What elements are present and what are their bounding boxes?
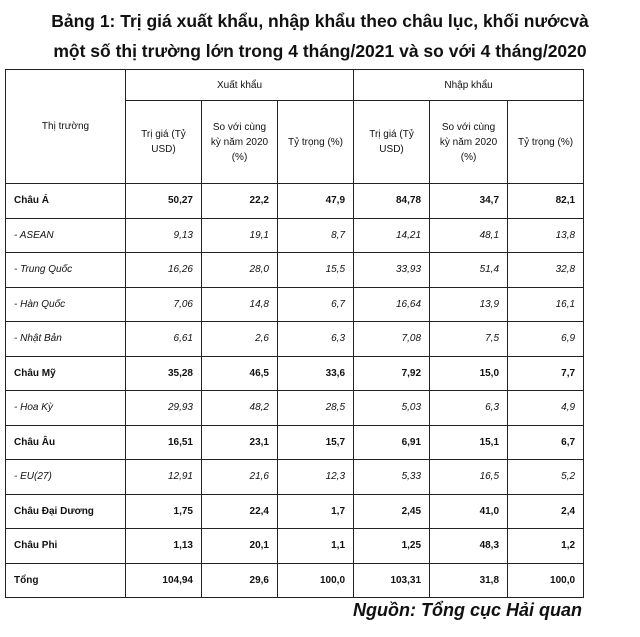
table-cell: 7,06	[126, 287, 202, 322]
market-name: - ASEAN	[6, 218, 126, 253]
table-row	[6, 529, 584, 564]
table-cell: 46,5	[202, 356, 278, 391]
table-cell: 6,7	[278, 287, 354, 322]
market-name: - Nhật Bản	[6, 322, 126, 357]
col-header-import-share: Tỷ trọng (%)	[508, 101, 584, 184]
table-cell: 103,31	[354, 563, 430, 598]
table-cell: 2,45	[354, 494, 430, 529]
table-cell: 22,4	[202, 494, 278, 529]
table-row	[6, 425, 584, 460]
table-cell: 1,2	[508, 529, 584, 564]
table-cell: 29,6	[202, 563, 278, 598]
market-name: Châu Đại Dương	[6, 494, 126, 529]
table-cell: 6,91	[354, 425, 430, 460]
col-header-import-value: Trị giá (Tỷ USD)	[354, 101, 430, 184]
market-name: Châu Mỹ	[6, 356, 126, 391]
table-cell: 14,21	[354, 218, 430, 253]
table-cell: 6,7	[508, 425, 584, 460]
table-cell: 34,7	[430, 184, 508, 219]
table-cell: 15,0	[430, 356, 508, 391]
table-row	[6, 494, 584, 529]
table-cell: 7,7	[508, 356, 584, 391]
table-cell: 48,3	[430, 529, 508, 564]
table-cell: 82,1	[508, 184, 584, 219]
table-cell: 12,91	[126, 460, 202, 495]
table-cell: 6,3	[278, 322, 354, 357]
table-cell: 8,7	[278, 218, 354, 253]
table-cell: 6,3	[430, 391, 508, 426]
title-line-1: Bảng 1: Trị giá xuất khẩu, nhập khẩu theo châu lục, khối nướcvà	[51, 11, 589, 31]
table-cell: 14,8	[202, 287, 278, 322]
table-cell: 84,78	[354, 184, 430, 219]
table-row	[6, 287, 584, 322]
table-cell: 31,8	[430, 563, 508, 598]
table-cell: 13,9	[430, 287, 508, 322]
table-cell: 22,2	[202, 184, 278, 219]
market-name: Châu Âu	[6, 425, 126, 460]
market-name: Châu Á	[6, 184, 126, 219]
table-row	[6, 460, 584, 495]
col-header-export-change: So với cùng kỳ năm 2020 (%)	[202, 101, 278, 184]
table-cell: 6,61	[126, 322, 202, 357]
table-cell: 29,93	[126, 391, 202, 426]
table-title	[0, 6, 640, 66]
table-cell: 16,26	[126, 253, 202, 288]
table-row	[6, 184, 584, 219]
market-name: - EU(27)	[6, 460, 126, 495]
table-cell: 15,7	[278, 425, 354, 460]
table-row	[6, 356, 584, 391]
table-cell: 32,8	[508, 253, 584, 288]
col-header-export-value: Trị giá (Tỷ USD)	[126, 101, 202, 184]
table-cell: 16,5	[430, 460, 508, 495]
table-cell: 19,1	[202, 218, 278, 253]
table-cell: 23,1	[202, 425, 278, 460]
table-cell: 7,5	[430, 322, 508, 357]
table-cell: 28,0	[202, 253, 278, 288]
table-cell: 1,13	[126, 529, 202, 564]
table-cell: 5,03	[354, 391, 430, 426]
source-note: Nguồn: Tổng cục Hải quan	[353, 600, 582, 620]
table-cell: 15,1	[430, 425, 508, 460]
table-cell: 1,25	[354, 529, 430, 564]
col-header-export-share: Tỷ trọng (%)	[278, 101, 354, 184]
table-cell: 4,9	[508, 391, 584, 426]
table-cell: 41,0	[430, 494, 508, 529]
table-cell: 5,33	[354, 460, 430, 495]
table-cell: 7,08	[354, 322, 430, 357]
table-cell: 9,13	[126, 218, 202, 253]
table-cell: 1,1	[278, 529, 354, 564]
table-row	[6, 218, 584, 253]
market-name: - Trung Quốc	[6, 253, 126, 288]
export-header: Xuất khẩu	[126, 70, 354, 101]
table-cell: 6,9	[508, 322, 584, 357]
table-cell: 100,0	[508, 563, 584, 598]
col-header-import-change: So với cùng kỳ năm 2020 (%)	[430, 101, 508, 184]
table-row	[6, 391, 584, 426]
table-row	[6, 322, 584, 357]
table-cell: 15,5	[278, 253, 354, 288]
market-name: Tổng	[6, 563, 126, 598]
table-cell: 48,1	[430, 218, 508, 253]
table-cell: 12,3	[278, 460, 354, 495]
market-name: Châu Phi	[6, 529, 126, 564]
table-row	[6, 563, 584, 598]
table-cell: 20,1	[202, 529, 278, 564]
table-cell: 51,4	[430, 253, 508, 288]
market-name: - Hàn Quốc	[6, 287, 126, 322]
table-cell: 16,1	[508, 287, 584, 322]
table-cell: 33,6	[278, 356, 354, 391]
table-cell: 2,6	[202, 322, 278, 357]
table-cell: 16,51	[126, 425, 202, 460]
table-cell: 50,27	[126, 184, 202, 219]
market-name: - Hoa Kỳ	[6, 391, 126, 426]
title-line-2: một số thị trường lớn trong 4 tháng/2021 và so với 4 tháng/2020	[53, 41, 587, 61]
table-cell: 33,93	[354, 253, 430, 288]
table-cell: 104,94	[126, 563, 202, 598]
table-cell: 13,8	[508, 218, 584, 253]
table-cell: 47,9	[278, 184, 354, 219]
table-cell: 28,5	[278, 391, 354, 426]
table-cell: 7,92	[354, 356, 430, 391]
table-cell: 5,2	[508, 460, 584, 495]
table-cell: 35,28	[126, 356, 202, 391]
table-cell: 100,0	[278, 563, 354, 598]
table-row	[6, 253, 584, 288]
table-cell: 1,75	[126, 494, 202, 529]
table-cell: 2,4	[508, 494, 584, 529]
table-cell: 48,2	[202, 391, 278, 426]
import-header: Nhập khẩu	[354, 70, 584, 101]
table-cell: 21,6	[202, 460, 278, 495]
table-cell: 16,64	[354, 287, 430, 322]
table-cell: 1,7	[278, 494, 354, 529]
trade-table	[5, 69, 584, 598]
table-body	[6, 184, 584, 598]
market-header: Thị trường	[6, 70, 126, 184]
